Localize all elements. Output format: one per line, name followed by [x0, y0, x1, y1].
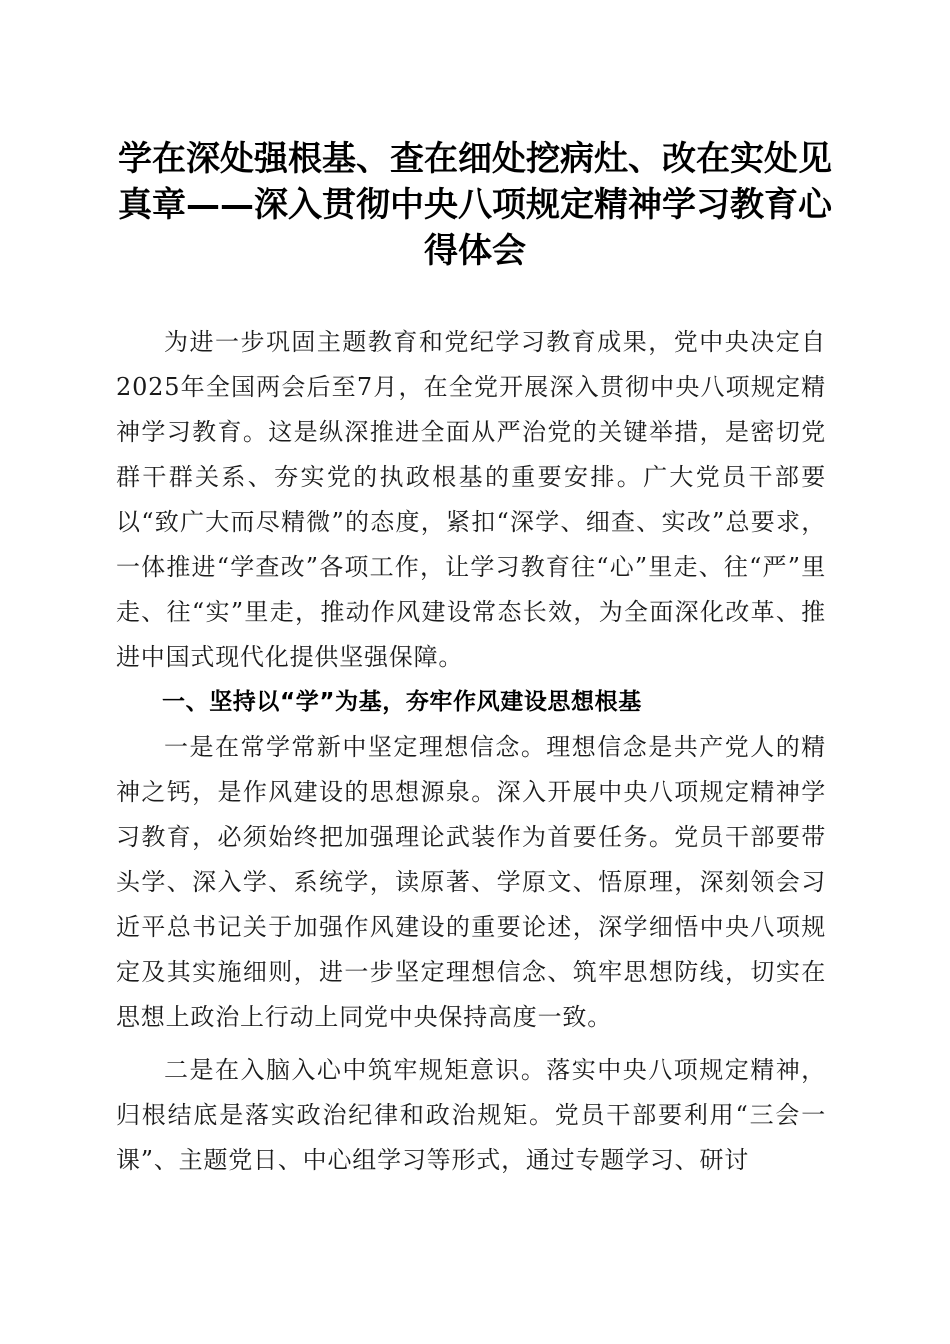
intro-paragraph: 为进一步巩固主题教育和党纪学习教育成果，党中央决定自2025年全国两会后至7月，在全党开展深入贯彻中央八项规定精神学习教育。这是纵深推进全面从严治党的关键举措，是密切党群干群关系、夯实党的执政根基的重要安排。广大党员干部要以“致广大而尽精微”的态度，紧扣“深学、细查、实改”总要求，一体推进“学查改”各项工作，让学习教育往“心”里走、往“严”里走、往“实”里走，推动作风建设常态长效，为全面深化改革、推进中国式现代化提供坚强保障。: [116, 328, 826, 671]
section-heading: 一、坚持以“学”为基，夯牢作风建设思想根基: [162, 689, 642, 715]
body-paragraph: 二是在入脑入心中筑牢规矩意识。落实中央八项规定精神，归根结底是落实政治纪律和政治规矩。党员干部要利用“三会一课”、主题党日、中心组学习等形式，通过专题学习、研讨: [116, 1056, 826, 1174]
body-paragraph: 一是在常学常新中坚定理想信念。理想信念是共产党人的精神之钙，是作风建设的思想源泉。深入开展中央八项规定精神学习教育，必须始终把加强理论武装作为首要任务。党员干部要带头学、深入学、系统学，读原著、学原文、悟原理，深刻领会习近平总书记关于加强作风建设的重要论述，深学细悟中央八项规定及其实施细则，进一步坚定理想信念、筑牢思想防线，切实在思想上政治上行动上同党中央保持高度一致。: [116, 733, 826, 1031]
document-title: 学在深处强根基、查在细处挖病灶、改在实处见真章——深入贯彻中央八项规定精神学习教育心得体会: [118, 139, 832, 271]
document-body: [116, 320, 826, 1183]
